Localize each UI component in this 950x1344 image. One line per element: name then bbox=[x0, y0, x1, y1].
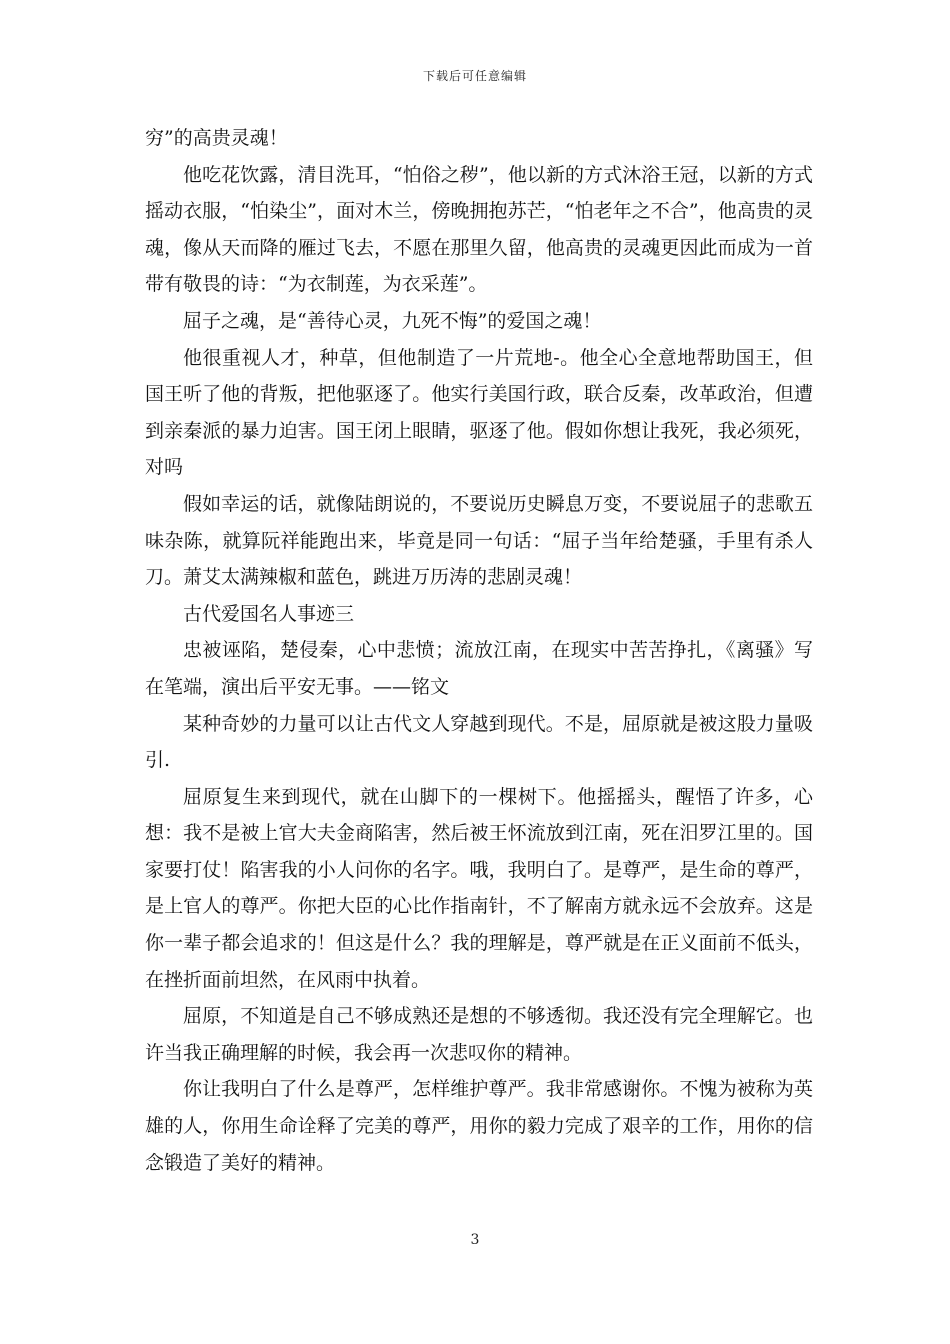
paragraph-3: 屈子之魂，是“善待心灵，九死不悔”的爱国之魂！ bbox=[183, 309, 602, 332]
page-number: 3 bbox=[470, 1232, 480, 1248]
paragraph-11: 你让我明白了什么是尊严，怎样维护尊严。我非常感谢你。不愧为被称为英雄的人，你用生命诠释了完美的尊严，用你的毅力完成了艰辛的工作，用你的信念锻造了美好的精神。 bbox=[145, 1078, 813, 1174]
page-header: 下载后可任意编辑 bbox=[422, 69, 527, 83]
document-body bbox=[145, 120, 813, 1181]
paragraph-8: 某种奇妙的力量可以让古代文人穿越到现代。不是，屈原就是被这股力量吸引. bbox=[145, 712, 813, 772]
paragraph-10: 屈原，不知道是自己不够成熟还是想的不够透彻。我还没有完全理解它。也许当我正确理解的时候，我会再一次悲叹你的精神。 bbox=[145, 1005, 813, 1064]
paragraph-5: 假如幸运的话，就像陆朗说的，不要说历史瞬息万变，不要说屈子的悲歌五味杂陈，就算阮祥能跑出来，毕竟是同一句话：“屈子当年给楚骚，手里有杀人刀。萧艾太满辣椒和蓝色，跳进万历涛的悲剧灵魂！ bbox=[145, 492, 813, 589]
paragraph-7: 忠被诬陷，楚侵秦，心中悲愤；流放江南，在现实中苦苦挣扎，《离骚》写在笔端，演出后平安无事。——铭文 bbox=[145, 639, 813, 698]
paragraph-2: 他吃花饮露，清目洗耳，“怕俗之秽”，他以新的方式沐浴王冠，以新的方式摇动衣服，“怕染尘”，面对木兰，傍晚拥抱苏芒，“怕老年之不合”，他高贵的灵魂，像从天而降的雁过飞去，不愿在那里久留，他高贵的灵魂更因此而成为一首带有敬畏的诗：“为衣制莲，为衣采莲”。 bbox=[145, 163, 813, 296]
section-heading: 古代爱国名人事迹三 bbox=[183, 602, 355, 625]
paragraph-1: 穷”的高贵灵魂！ bbox=[145, 127, 288, 149]
paragraph-9: 屈原复生来到现代，就在山脚下的一棵树下。他摇摇头，醒悟了许多，心想：我不是被上官大夫金商陷害，然后被王怀流放到江南，死在汨罗江里的。国家要打仗！陷害我的小人问你的名字。哦，我明白了。是尊严，是生命的尊严，是上官人的尊严。你把大臣的心比作指南针，不了解南方就永远不会放弃。这是你一辈子都会追求的！但这是什么？我的理解是，尊严就是在正义面前不低头，在挫折面前坦然，在风雨中执着。 bbox=[145, 785, 813, 991]
paragraph-4: 他很重视人才，种草，但他制造了一片荒地-。他全心全意地帮助国王，但国王听了他的背叛，把他驱逐了。他实行美国行政，联合反秦，改革政治，但遭到亲秦派的暴力迫害。国王闭上眼睛，驱逐了他。假如你想让我死，我必须死，对吗 bbox=[145, 346, 813, 479]
